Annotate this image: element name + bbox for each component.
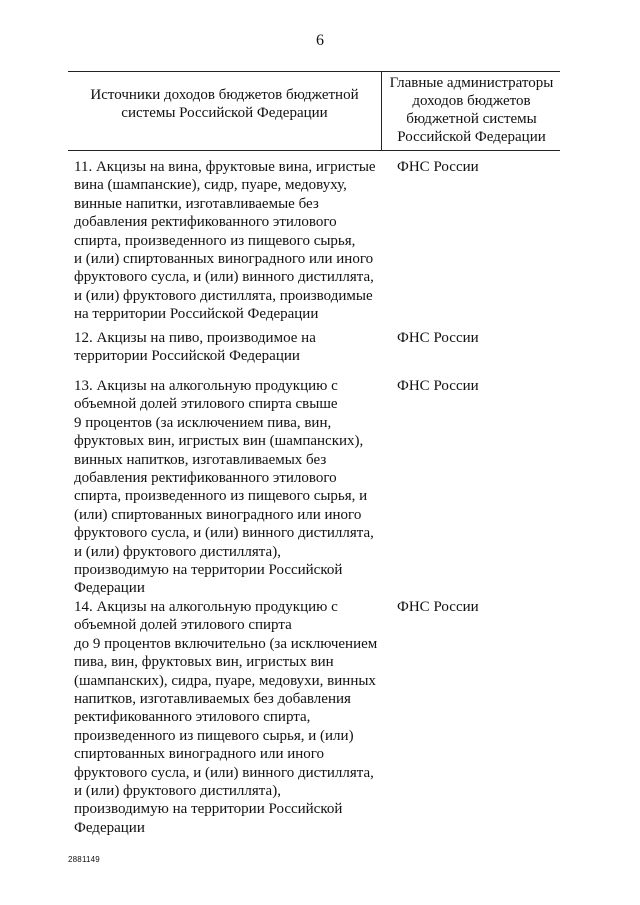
row-source-text: 14. Акцизы на алкогольную продукцию с объемной долей этилового спирта до 9 процентов включительно (за исключением пива, вин, фруктовых вин, игристых вин (шампанских), сидра, пуаре, медовухи, винных напитков, изготавливаемых без добавления ректификованного этилового спирта, произведенного из пищевого сырья, и (или) спиртованных виноградного или иного фруктового сусла, и (или) винного дистиллята, и (или) фруктового дистиллята), производимую на территории Российской Федерации (74, 599, 378, 836)
page-number: 6 (316, 32, 324, 49)
row-source-text: 12. Акцизы на пиво, производимое на территории Российской Федерации (74, 330, 316, 365)
row-administrator-text: ФНС России (397, 599, 479, 615)
table-header-column-divider (381, 71, 382, 150)
row-administrator-text: ФНС России (397, 159, 479, 175)
row-administrator-text: ФНС России (397, 330, 479, 346)
table-header-bottom-rule (68, 150, 560, 151)
document-code: 2881149 (68, 855, 100, 864)
row-source-text: 11. Акцизы на вина, фруктовые вина, игристые вина (шампанские), сидр, пуаре, медовуху, винные напитки, изготавливаемые без добавления ректификованного этилового спирта, произведенного из пищевого сырья, и (или) спиртованных виноградного или иного фруктового сусла, и (или) винного дистиллята, и (или) фруктового дистиллята, производимые на территории Российской Федерации (74, 159, 376, 323)
row-administrator-text: ФНС России (397, 378, 479, 394)
row-source-text: 13. Акцизы на алкогольную продукцию с объемной долей этилового спирта свыше 9 процентов (за исключением пива, вин, фруктовых вин, игристых вин (шампанских), винных напитков, изготавливаемых без добавления ректификованного этилового спирта, произведенного из пищевого сырья, и (или) спиртованных виноградного или иного фруктового сусла, и (или) винного дистиллята, и (или) фруктового дистиллята), производимую на территории Российской Федерации (74, 378, 374, 597)
column-header-administrators: Главные администраторы доходов бюджетов бюджетной системы Российской Федерации (389, 75, 554, 145)
column-header-sources: Источники доходов бюджетов бюджетной системы Российской Федерации (90, 87, 359, 121)
table-header-top-rule (68, 71, 560, 72)
